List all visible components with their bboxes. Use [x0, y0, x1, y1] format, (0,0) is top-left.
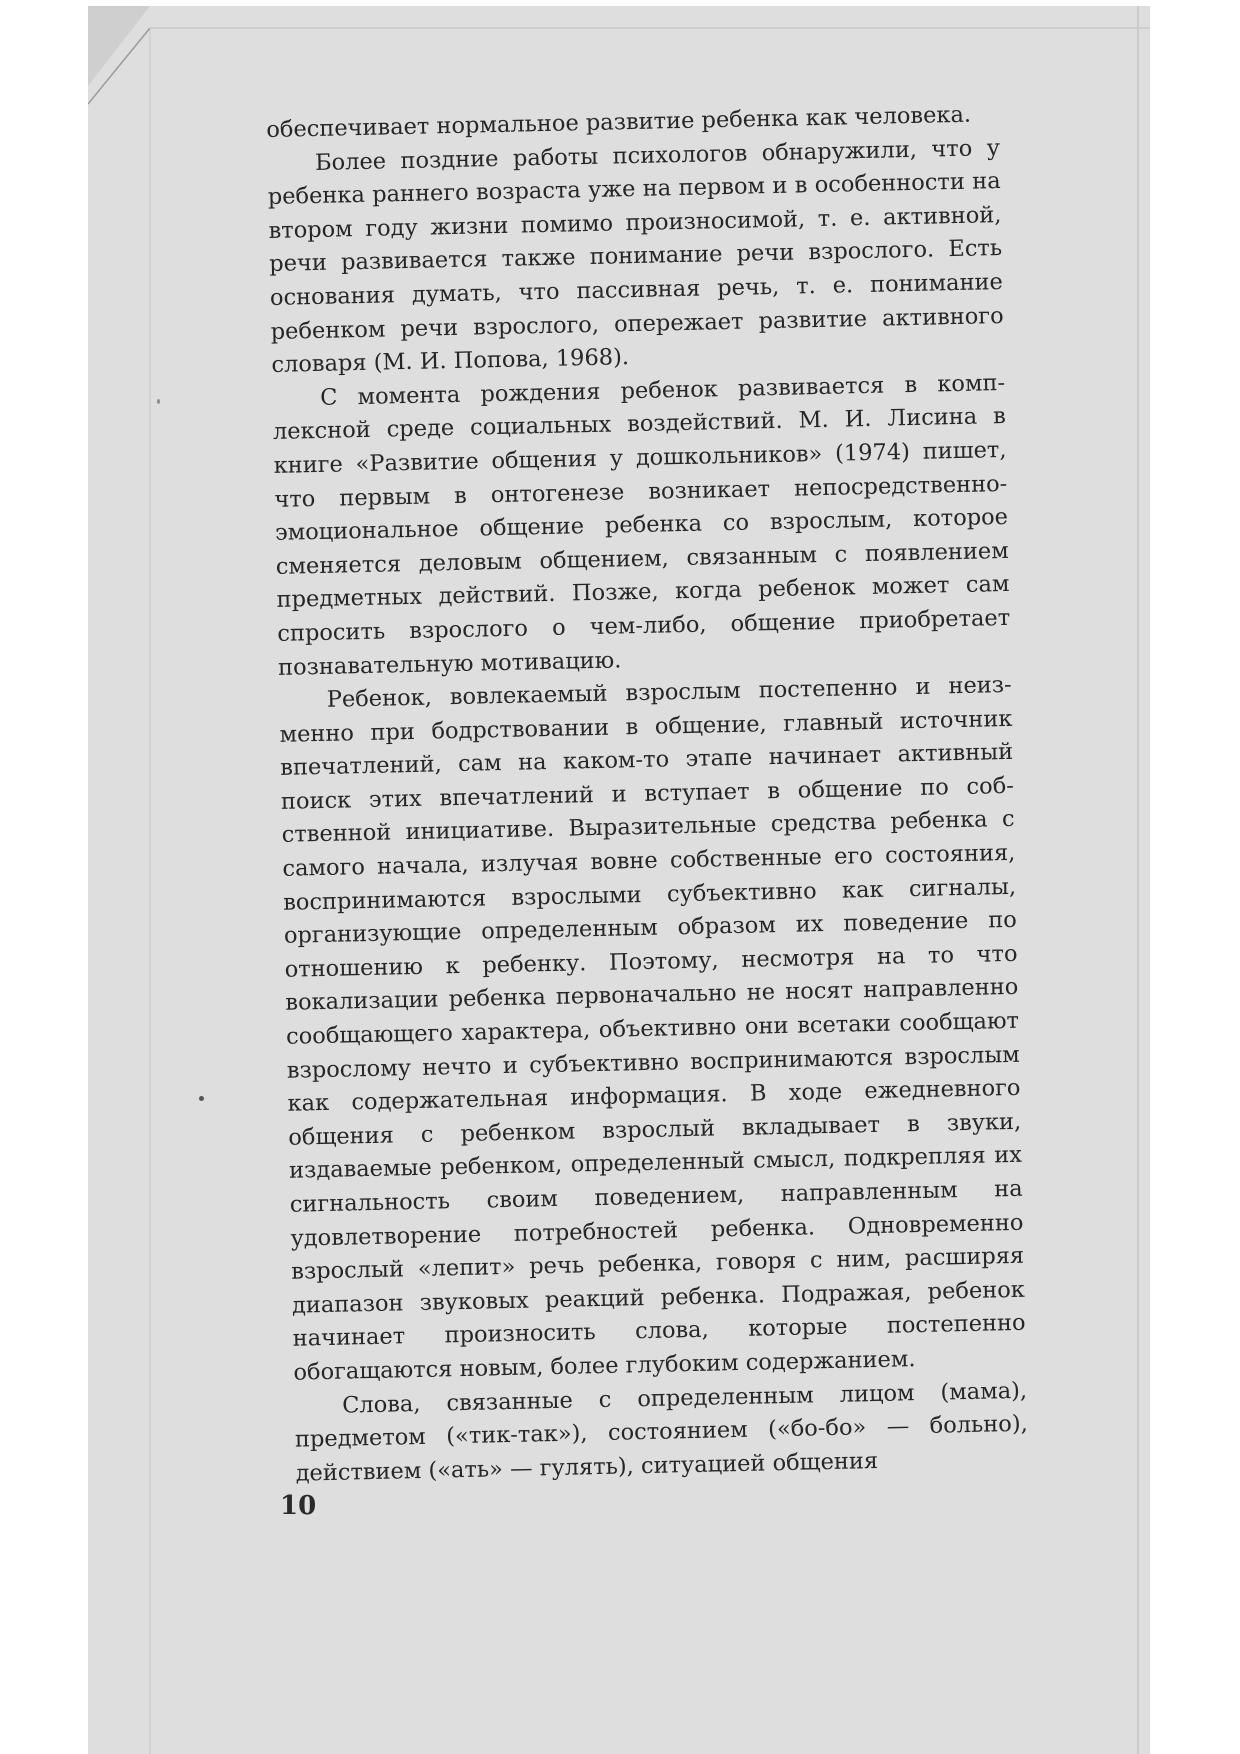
page-number: 10 [280, 1491, 317, 1521]
body-text [266, 98, 1029, 1491]
paragraph: обеспечивает нормальное развитие ребенка как человека. [266, 101, 972, 143]
scan-speck [199, 1096, 204, 1101]
paragraph: Ребенок, вовлекаемый взрослым постепенно и неизменно при бодрствовании в общение, главный источник впечатлений, сам на каком-то этапе начинает активный поиск этих впечатлений и вступает в общение по собственной инициативе. Выразительные средства ребенка с самого начала, излучая вовне собственные его состояния, воспринимаются взрослыми субъективно как сигналы, организующие определенным образом их поведение по отношению к ребенку. Поэтому, несмотря на то что вокализации ребенка первоначально не носят направленно сообщающего характера, объективно они всетаки сообщают взрослому нечто и субъективно воспринимаются взрослым как содержательная информация. В ходе ежедневного общения с ребенком взрослый вкладывает в звуки, издаваемые ребенком, определенный смысл, подкрепляя их сигнальность своим поведением, направленным на удовлетворение потребностей ребенка. Одновременно взрослый «лепит» речь ребенка, говоря с ним, расширяя диапазон звуковых реакций ребенка. Подражая, ребенок начинает произносить слова, которые постепенно обогащаются новым, более глубоким содержанием. [279, 671, 1026, 1386]
paragraph: Слова, связанные с определенным лицом (мама), предметом («тик-так»), состоянием («бо-бо» — больно), действием («ать» — гулять), ситуацией общения [294, 1377, 1029, 1487]
scanned-page [88, 6, 1150, 1754]
scan-speck [157, 399, 160, 404]
paragraph: С момента рождения ребенок развивается в комплексной среде социальных воздействий. М. И. Лисина в книге «Развитие общения у дошкольников» (1974) пишет, что первым в онтогенезе возникает непосредственно-эмоциональное общение ребенка со взрослым, которое сменяется деловым общением, связанным с появлением предметных действий. Позже, когда ребенок может сам спросить взрослого о чем-либо, общение приобретает познавательную мотивацию. [272, 369, 1011, 681]
paragraph: Более поздние работы психологов обнаружили, что у ребенка раннего возраста уже на первом и в особенности на втором году жизни помимо произносимой, т. е. активной, речи развивается также понимание речи взрослого. Есть основания думать, что пассивная речь, т. е. понимание ребенком речи взрослого, опережает развитие активного словаря (М. И. Попова, 1968). [267, 134, 1004, 379]
